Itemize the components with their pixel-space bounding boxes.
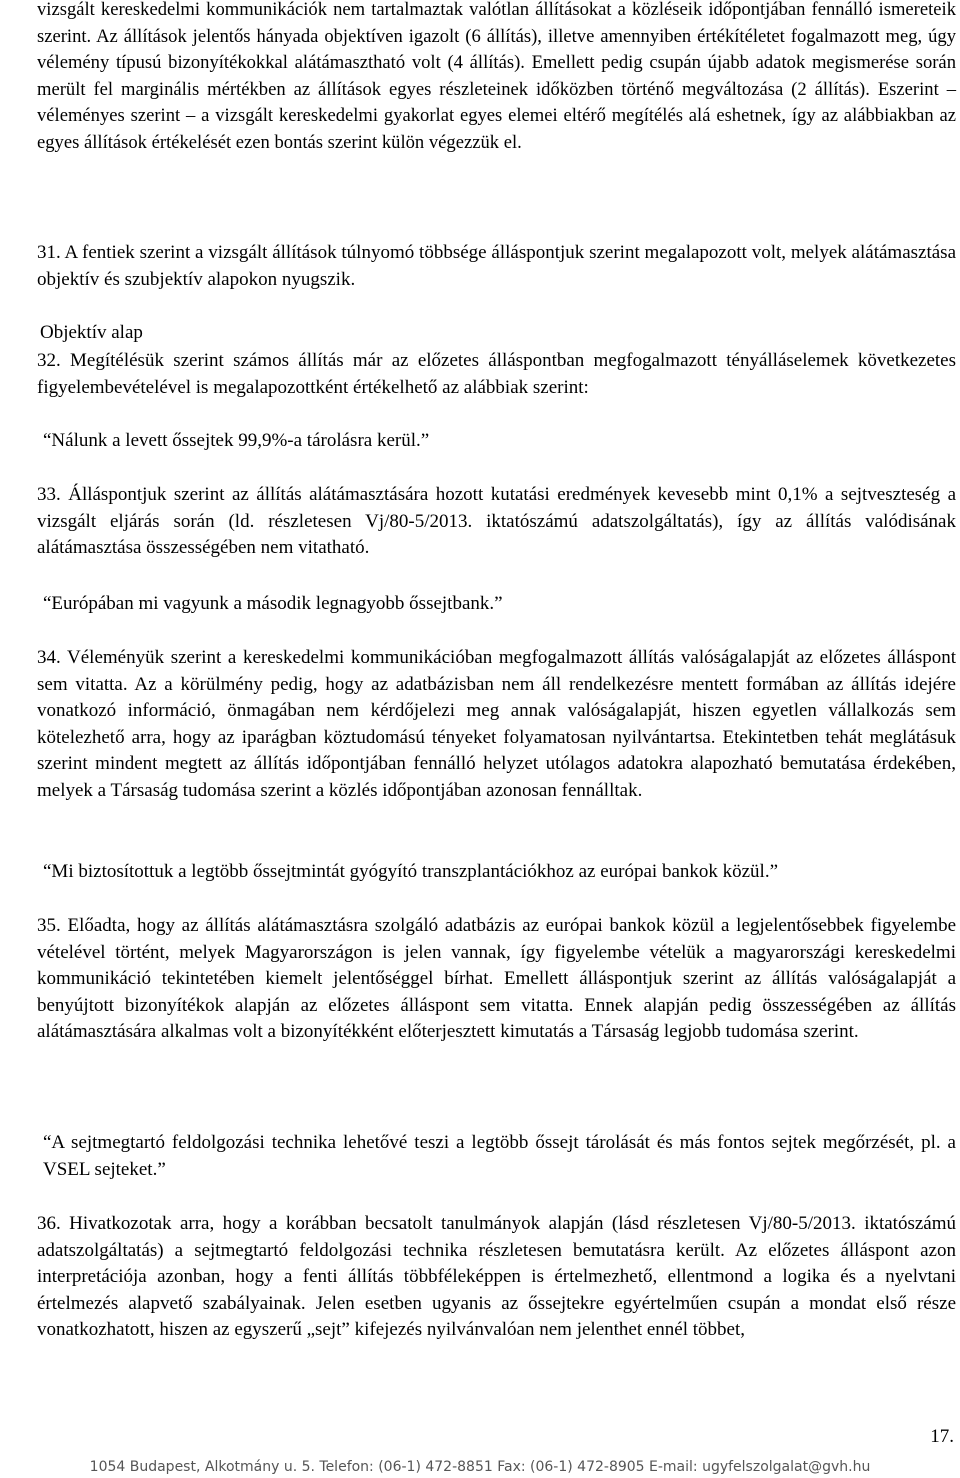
paragraph-text: Megítélésük szerint számos állítás már az előzetes álláspontban megfogalmazott tényálláselemek következetes figyelembevételével is megalapozottként értékelhető az alábbiak szerint: (37, 350, 956, 398)
paragraph-text: Előadta, hogy az állítás alátámasztásra szolgáló adatbázis az európai bankok közül a legjelentősebbek figyelembe vételével történt, melyek Magyarországon is jelen vannak, így figyelembe vételük a magyarországi kereskedelmi kommunikáció tekintetében kiemelt jelentőséggel bírhat. Emellett álláspontjuk szerint az állítás valóságalapját a benyújtott bizonyítékok alapján az előzetes álláspont sem vitatta. Ennek alapján pedig összességében az állítás alátámasztására alkalmas volt a bizonyítékként előterjesztett kimutatás a Társaság legjobb tudomása szerint. (37, 915, 957, 1042)
intro-paragraph (37, 0, 956, 156)
paragraph-35 (37, 913, 956, 1046)
paragraph-text: A fentiek szerint a vizsgált állítások túlnyomó többsége álláspontjuk szerint megalapozott volt, melyek alátámasztása objektív és szubjektív alapokon nyugszik. (37, 242, 957, 290)
paragraph-34 (37, 645, 956, 804)
paragraph-number: 33. (37, 484, 61, 505)
section-heading: Objektív alap (40, 322, 143, 343)
quote-1: “Nálunk a levett őssejtek 99,9%-a tárolásra kerül.” (43, 430, 430, 451)
paragraph-number: 34. (37, 647, 61, 668)
paragraph-33 (37, 482, 956, 562)
quote-4: “A sejtmegtartó feldolgozási technika lehetővé teszi a legtöbb őssejt tárolását és más fontos sejtek megőrzését, pl. a VSEL sejteket.” (43, 1132, 956, 1180)
footer-contact: 1054 Budapest, Alkotmány u. 5. Telefon: (06-1) 472-8851 Fax: (06-1) 472-8905 E-mail: ugyfelszolgalat@gvh.hu (89, 1459, 871, 1475)
page-number: 17. (930, 1426, 954, 1447)
quote-3: “Mi biztosítottuk a legtöbb őssejtmintát gyógyító transzplantációkhoz az európai bankok közül.” (43, 861, 779, 882)
paragraph-36 (37, 1211, 956, 1344)
paragraph-number: 31. (37, 242, 61, 263)
paragraph-number: 35. (37, 915, 61, 936)
paragraph-text: Álláspontjuk szerint az állítás alátámasztására hozott kutatási eredmények kevesebb mint 0,1% a sejtveszteség a vizsgált eljárás során (ld. részletesen Vj/80-5/2013. iktatószámú adatszolgáltatás), így az állítás valódisának alátámasztása összességében nem vitatható. (37, 484, 956, 558)
paragraph-text: Véleményük szerint a kereskedelmi kommunikációban megfogalmazott állítás valóságalapját az előzetes álláspont sem vitatta. Az a körülmény pedig, hogy az adatbázisban nem áll rendelkezésre mentett formában az állítás idejére vonatkozó információ, önmagában nem kérdőjelezi meg annak valóságalapját, hiszen egyetlen vállalkozás sem kötelezhető arra, hogy az iparágban köztudomású tényeket folyamatosan nyilvántartsa. Etekintetben tehát meglátásuk szerint mindent megtett az állítás időpontjában fennálló helyzet utólagos adatokra alapozható bemutatása érdekében, melyek a Társaság tudomása szerint a közlés időpontjában azonosan fennálltak. (37, 647, 956, 801)
quote-2: “Európában mi vagyunk a második legnagyobb őssejtbank.” (43, 593, 503, 614)
paragraph-number: 36. (37, 1213, 61, 1234)
paragraph-32 (37, 348, 956, 401)
paragraph-number: 32. (37, 350, 61, 371)
paragraph-31 (37, 240, 956, 293)
intro-text: vizsgált kereskedelmi kommunikációk nem tartalmaztak valótlan állításokat a közléseik időpontjában fennálló ismereteik szerint. Az állítások jelentős hányada objektíven igazolt (6 állítás), illetve amennyiben értékítéletet fogalmazott meg, úgy vélemény típusú bizonyítékokkal alátámasztható volt (4 állítás). Emellett pedig csupán újabb adatok megismerése során merült fel marginális mértékben az állítások egyes részleteinek időközben történő megváltozása (2 állítás). Eszerint – véleményes szerint – a vizsgált kereskedelmi gyakorlat egyes elemei eltérő megítélés alá eshetnek, így az alábbiakban az egyes állítások értékelését ezen bontás szerint külön végezzük el. (37, 0, 956, 153)
paragraph-text: Hivatkozotak arra, hogy a korábban becsatolt tanulmányok alapján (lásd részletesen Vj/80-5/2013. iktatószámú adatszolgáltatás) a sejtmegtartó feldolgozási technika részletesen bemutatásra került. Az előzetes álláspont azon interpretációja azonban, hogy a fenti állítás többféleképpen is értelmezhető, ellentmond a logika és a nyelvtani értelmezés alapvető szabályainak. Jelen esetben ugyanis az őssejtekre egyértelműen csupán a mondat első része vonatkozhatott, hiszen az egyszerű „sejt” kifejezés nyilvánvalóan nem jelenthet ennél többet, (37, 1213, 956, 1340)
